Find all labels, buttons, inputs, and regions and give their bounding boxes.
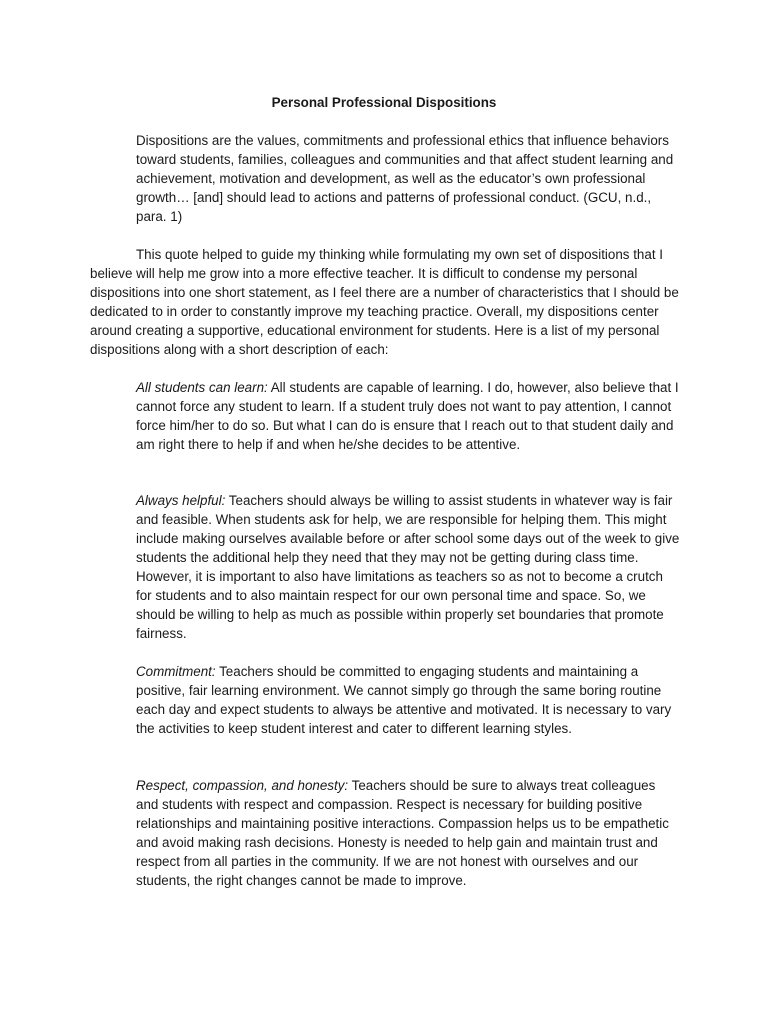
disposition-item	[136, 776, 680, 890]
disposition-description: Teachers should be committed to engaging students and maintaining a positive, fair learning environment. We cannot simply go through the same boring routine each day and expect students to always be attentive and motivated. It is necessary to vary the activities to keep student interest and cater to different learning styles.	[136, 664, 672, 736]
disposition-item	[136, 378, 680, 454]
disposition-term: All students can learn:	[136, 380, 268, 395]
disposition-term: Commitment:	[136, 664, 216, 679]
disposition-term: Always helpful:	[136, 493, 226, 508]
disposition-description: All students are capable of learning. I do, however, also believe that I cannot force any student to learn. If a student truly does not want to pay attention, I cannot force him/her to do so. But what I can do is ensure that I reach out to that student daily and am right there to help if and when he/she decides to be attentive.	[136, 380, 679, 452]
disposition-description: Teachers should always be willing to assist students in whatever way is fair and feasible. When students ask for help, we are responsible for helping them. This might include making ourselves available before or after school some days out of the week to give students the additional help they need that they may not be getting during class time. However, it is important to also have limitations as teachers so as not to become a crutch for students and to also maintain respect for our own personal time and space. So, we should be willing to help as much as possible within properly set boundaries that promote fairness.	[136, 493, 680, 641]
disposition-item	[136, 662, 680, 738]
disposition-description: Teachers should be sure to always treat colleagues and students with respect and compassion. Respect is necessary for building positive relationships and maintaining positive interactions. Compassion helps us to be empathetic and avoid making rash decisions. Honesty is needed to help gain and maintain trust and respect from all parties in the community. If we are not honest with ourselves and our students, the right changes cannot be made to improve.	[136, 778, 669, 888]
disposition-item	[136, 491, 680, 643]
page-title: Personal Professional Dispositions	[271, 95, 497, 110]
block-quote: Dispositions are the values, commitments and professional ethics that influence behaviors toward students, families, colleagues and communities and that affect student learning and achievement, motivation and development, as well as the educator’s own professional growth… [and] should lead to actions and patterns of professional conduct. (GCU, n.d., para. 1)	[136, 133, 674, 224]
disposition-term: Respect, compassion, and honesty:	[136, 778, 349, 793]
intro-paragraph: This quote helped to guide my thinking while formulating my own set of dispositions that I believe will help me grow into a more effective teacher. It is difficult to condense my personal dispositions into one short statement, as I feel there are a number of characteristics that I should be dedicated to in order to constantly improve my teaching practice. Overall, my dispositions center around creating a supportive, educational environment for students. Here is a list of my personal dispositions along with a short description of each:	[90, 247, 679, 357]
